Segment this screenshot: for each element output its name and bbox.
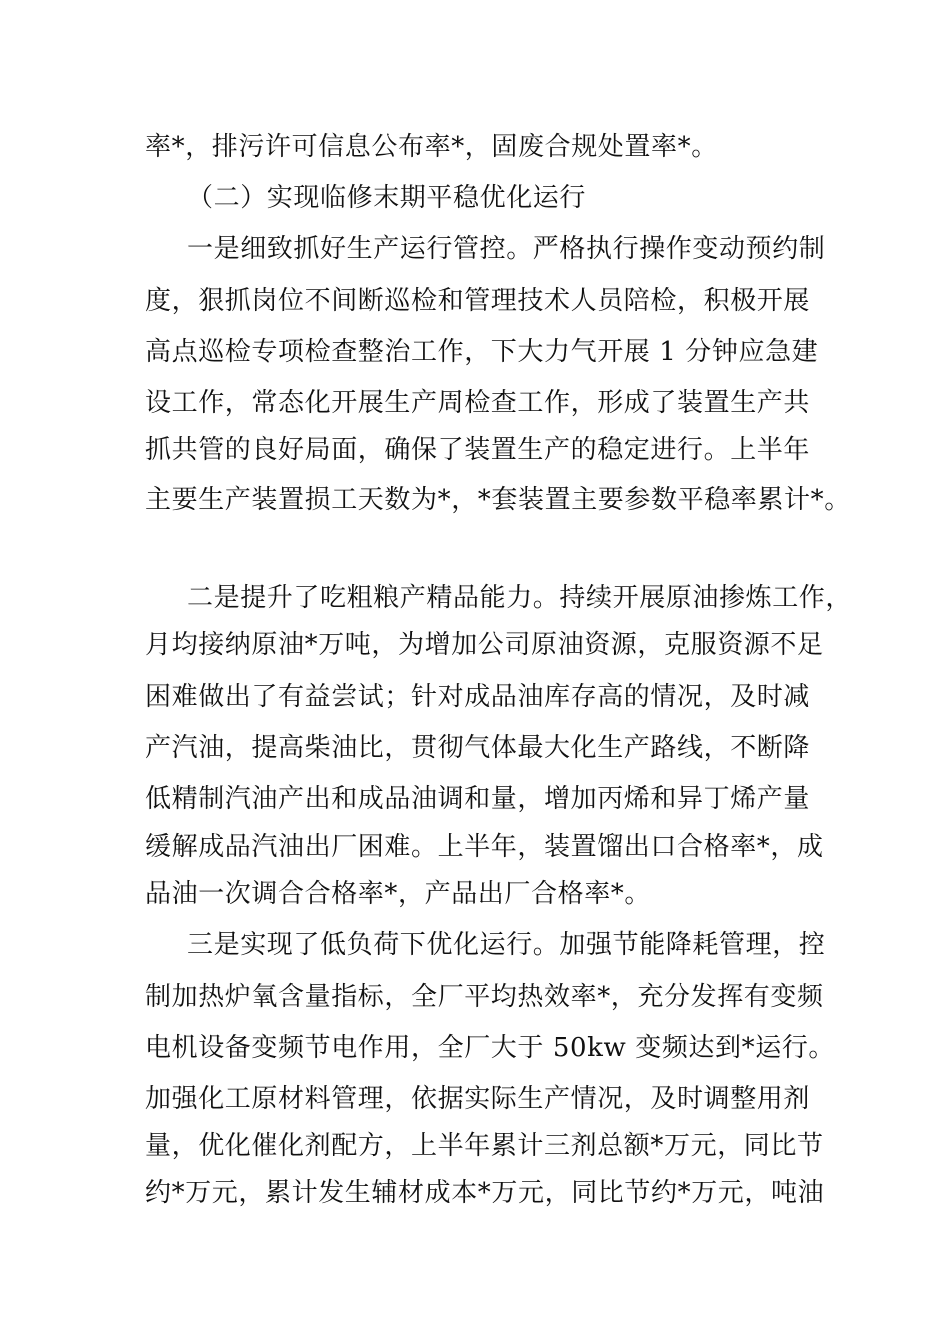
text-line: 电机设备变频节电作用，全厂大于 50kw 变频达到*运行。	[145, 1033, 836, 1063]
text-line: 制加热炉氧含量指标，全厂平均热效率*，充分发挥有变频	[145, 982, 824, 1012]
text-line: 度，狠抓岗位不间断巡检和管理技术人员陪检，积极开展	[145, 286, 811, 316]
text-line: 一是细致抓好生产运行管控。严格执行操作变动预约制	[187, 234, 826, 264]
text-line: 率*，排污许可信息公布率*，固废合规处置率*。	[145, 132, 718, 162]
text-line: 低精制汽油产出和成品油调和量，增加丙烯和异丁烯产量	[145, 784, 811, 814]
text-line: 二是提升了吃粗粮产精品能力。持续开展原油掺炼工作，	[187, 583, 853, 613]
section-heading: （二）实现临修末期平稳优化运行	[187, 183, 587, 213]
text-line: 高点巡检专项检查整治工作，下大力气开展 1 分钟应急建	[145, 337, 819, 367]
text-line: 量，优化催化剂配方，上半年累计三剂总额*万元，同比节	[145, 1131, 824, 1161]
text-line: 约*万元，累计发生辅材成本*万元，同比节约*万元，吨油	[145, 1178, 825, 1208]
text-line: 困难做出了有益尝试；针对成品油库存高的情况，及时减	[145, 682, 811, 712]
text-line: 主要生产装置损工天数为*，*套装置主要参数平稳率累计*。	[145, 485, 851, 515]
text-line: 三是实现了低负荷下优化运行。加强节能降耗管理，控	[187, 930, 826, 960]
text-line: 产汽油，提高柴油比，贯彻气体最大化生产路线，不断降	[145, 733, 811, 763]
text-line: 品油一次调合合格率*，产品出厂合格率*。	[145, 879, 652, 909]
text-line: 月均接纳原油*万吨，为增加公司原油资源，克服资源不足	[145, 630, 824, 660]
text-line: 加强化工原材料管理，依据实际生产情况，及时调整用剂	[145, 1084, 811, 1114]
text-line: 设工作，常态化开展生产周检查工作，形成了装置生产共	[145, 388, 811, 418]
text-line: 抓共管的良好局面，确保了装置生产的稳定进行。上半年	[145, 435, 811, 465]
text-line: 缓解成品汽油出厂困难。上半年，装置馏出口合格率*，成	[145, 832, 824, 862]
